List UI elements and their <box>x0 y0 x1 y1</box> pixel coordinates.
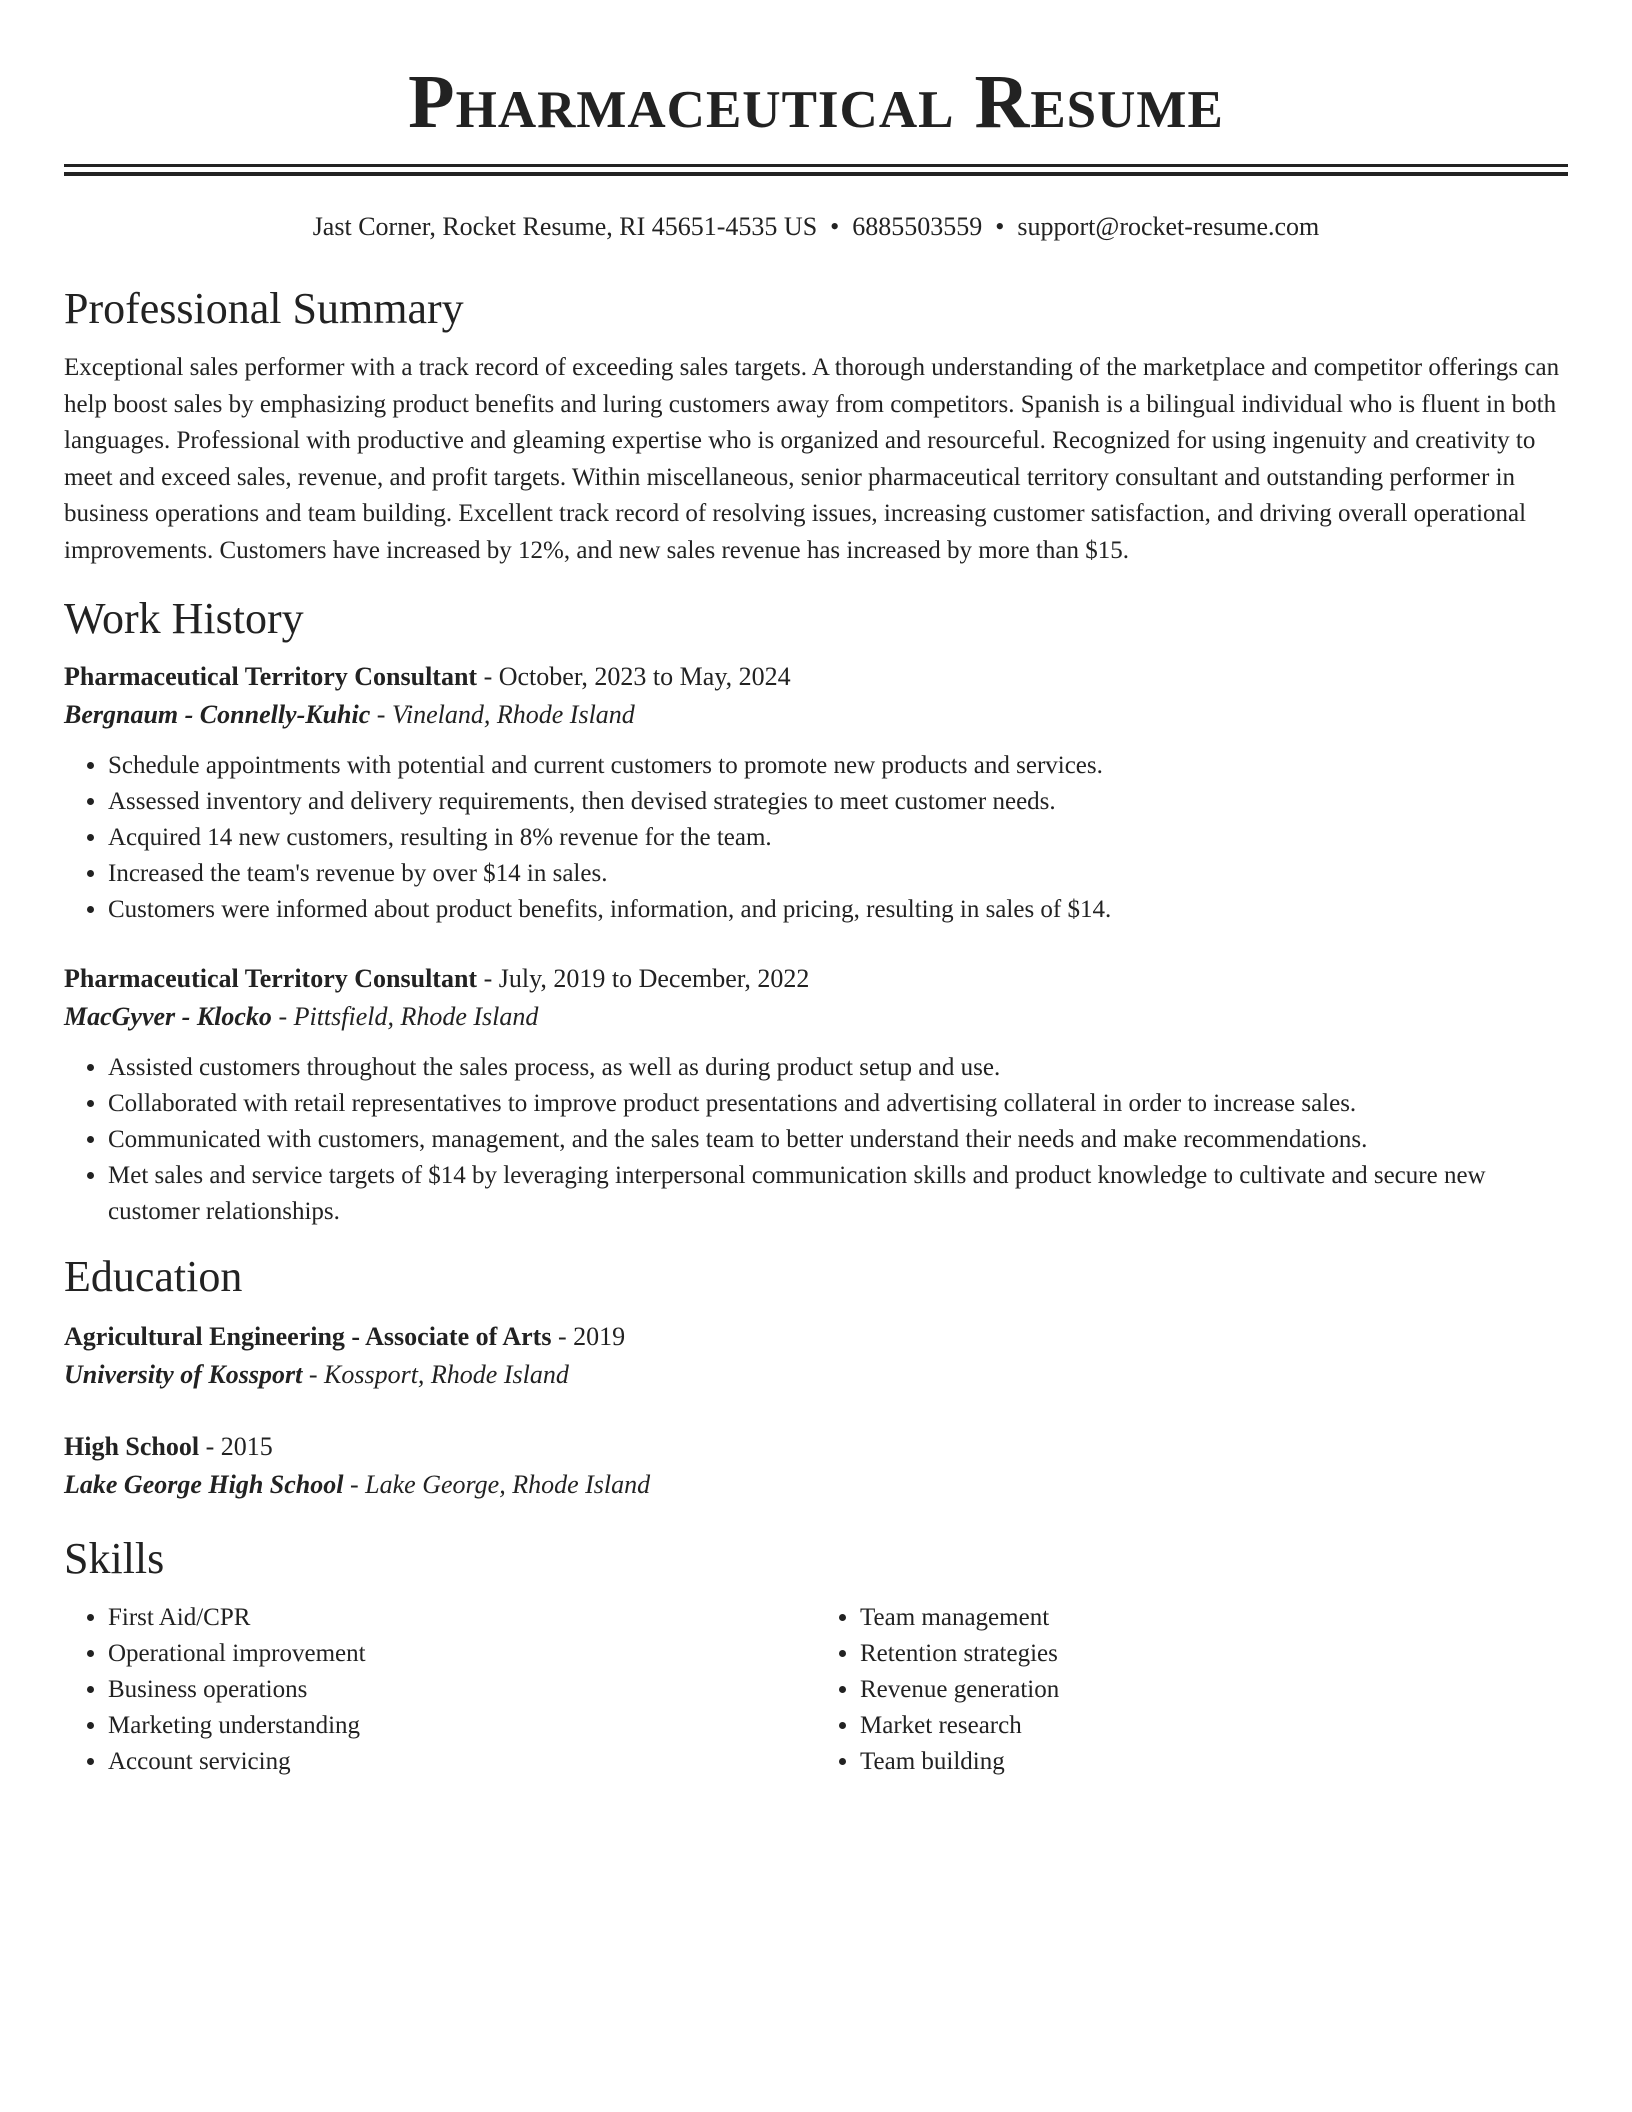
job-title-line <box>64 658 1568 696</box>
education-school: Lake George High School <box>64 1469 344 1499</box>
education-entry <box>64 1318 1568 1394</box>
education-location: - Lake George, Rhode Island <box>343 1469 651 1499</box>
job-company-line <box>64 696 1568 734</box>
job-bullets <box>64 1050 1568 1230</box>
job-company-line <box>64 998 1568 1036</box>
contact-email: support@rocket-resume.com <box>1017 212 1320 241</box>
skill-item: • Retention strategies <box>860 1636 1568 1672</box>
education-entry <box>64 1428 1568 1504</box>
skills-grid <box>64 1600 1568 1780</box>
job-title-line <box>64 960 1568 998</box>
contact-line <box>64 210 1568 244</box>
title-double-rule <box>64 164 1568 176</box>
work-history-heading: Work History <box>64 593 304 643</box>
job-entry <box>64 960 1568 1230</box>
skill-item: • Marketing understanding <box>108 1708 816 1744</box>
job-dates: - October, 2023 to May, 2024 <box>477 661 791 691</box>
skills-column-right <box>816 1600 1568 1780</box>
job-bullets <box>64 748 1568 928</box>
job-location: - Vineland, Rhode Island <box>370 699 635 729</box>
skill-item: • Team building <box>860 1744 1568 1780</box>
education-location: - Kossport, Rhode Island <box>302 1359 569 1389</box>
job-company: MacGyver - Klocko <box>64 1001 272 1031</box>
education-degree-line <box>64 1318 1568 1356</box>
education-degree: Agricultural Engineering - Associate of Arts <box>64 1321 552 1351</box>
list-item: • Collaborated with retail representatives to improve product presentations and advertising collateral in order to increase sales. <box>108 1086 1568 1122</box>
summary-section <box>64 282 1568 570</box>
list-item: • Customers were informed about product benefits, information, and pricing, resulting in sales of $14. <box>108 892 1568 928</box>
work-history-section <box>64 592 1568 1230</box>
contact-address: Jast Corner, Rocket Resume, RI 45651-4535 US <box>312 212 818 241</box>
list-item: • Communicated with customers, management, and the sales team to better understand their needs and make recommendations. <box>108 1122 1568 1158</box>
job-title: Pharmaceutical Territory Consultant <box>64 963 478 993</box>
education-degree-line <box>64 1428 1568 1466</box>
job-location: - Pittsfield, Rhode Island <box>271 1001 539 1031</box>
job-dates: - July, 2019 to December, 2022 <box>477 963 810 993</box>
job-company: Bergnaum - Connelly-Kuhic <box>64 699 371 729</box>
education-section <box>64 1250 1568 1504</box>
summary-heading: Professional Summary <box>64 284 464 333</box>
summary-text: Exceptional sales performer with a track record of exceeding sales targets. A thorough understanding of the marketplace and competitor offerings can help boost sales by emphasizing product benefits and luring customers away from competitors. Spanish is a bilingual individual who is fluent in both languages. Professional with productive and gleaming expertise who is organized and resourceful. Recognized for using ingenuity and creativity to meet and exceed sales, revenue, and profit targets. Within miscellaneous, senior pharmaceutical territory consultant and outstanding performer in business operations and team building. Excellent track record of resolving issues, increasing customer satisfaction, and driving overall operational improvements. Customers have increased by 12%, and new sales revenue has increased by more than $15. <box>64 354 1560 564</box>
skill-item: • First Aid/CPR <box>108 1600 816 1636</box>
contact-separator: • <box>830 212 840 241</box>
skill-item: • Team management <box>860 1600 1568 1636</box>
education-year: - 2019 <box>551 1321 626 1351</box>
education-degree: High School <box>64 1431 200 1461</box>
contact-separator: • <box>995 212 1005 241</box>
education-heading: Education <box>64 1251 243 1301</box>
list-item: • Assessed inventory and delivery requirements, then devised strategies to meet customer needs. <box>108 784 1568 820</box>
skill-item: • Operational improvement <box>108 1636 816 1672</box>
list-item: • Assisted customers throughout the sales process, as well as during product setup and use. <box>108 1050 1568 1086</box>
job-title: Pharmaceutical Territory Consultant <box>64 661 478 691</box>
skills-column-left <box>64 1600 816 1780</box>
skills-heading: Skills <box>64 1533 165 1583</box>
education-school: University of Kossport <box>64 1359 303 1389</box>
job-entry <box>64 658 1568 928</box>
education-school-line <box>64 1466 1568 1504</box>
contact-phone: 6885503559 <box>852 212 983 241</box>
list-item: • Met sales and service targets of $14 by leveraging interpersonal communication skills and product knowledge to cultivate and secure new customer relationships. <box>108 1158 1568 1230</box>
skill-item: • Account servicing <box>108 1744 816 1780</box>
skill-item: • Business operations <box>108 1672 816 1708</box>
list-item: • Increased the team's revenue by over $14 in sales. <box>108 856 1568 892</box>
skills-section <box>64 1532 1568 1780</box>
education-school-line <box>64 1356 1568 1394</box>
skill-item: • Revenue generation <box>860 1672 1568 1708</box>
resume-title: Pharmaceutical Resume <box>408 60 1224 144</box>
list-item: • Acquired 14 new customers, resulting in 8% revenue for the team. <box>108 820 1568 856</box>
skill-item: • Market research <box>860 1708 1568 1744</box>
list-item: • Schedule appointments with potential and current customers to promote new products and services. <box>108 748 1568 784</box>
education-year: - 2015 <box>199 1431 273 1461</box>
